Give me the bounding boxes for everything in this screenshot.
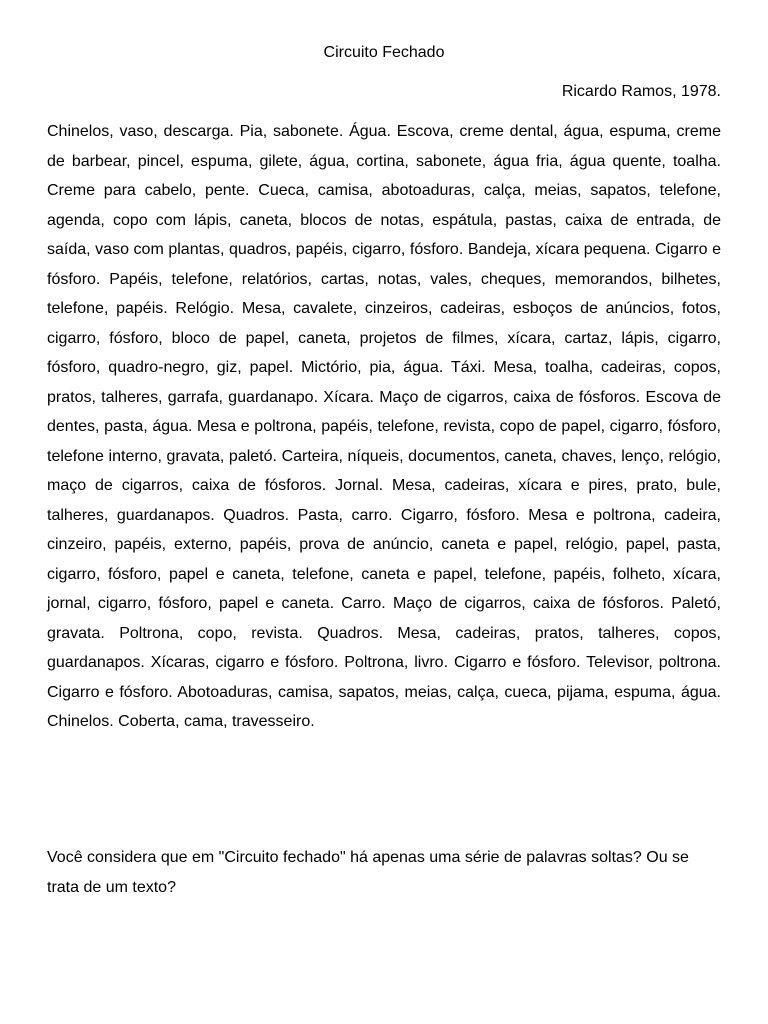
- body-paragraph: Chinelos, vaso, descarga. Pia, sabonete. Água. Escova, creme dental, água, espuma, creme de barbear, pincel, espuma, gilete, água, cortina, sabonete, água fria, água quente, toalha. Creme para cabelo, pente. Cueca, camisa, abotoaduras, calça, meias, sapatos, telefone, agenda, copo com lápis, caneta, blocos de notas, espátula, pastas, caixa de entrada, de saída, vaso com plantas, quadros, papéis, cigarro, fósforo. Bandeja, xícara pequena. Cigarro e fósforo. Papéis, telefone, relatórios, cartas, notas, vales, cheques, memorandos, bilhetes, telefone, papéis. Relógio. Mesa, cavalete, cinzeiros, cadeiras, esboços de anúncios, fotos, cigarro, fósforo, bloco de papel, caneta, projetos de filmes, xícara, cartaz, lápis, cigarro, fósforo, quadro-negro, giz, papel. Mictório, pia, água. Táxi. Mesa, toalha, cadeiras, copos, pratos, talheres, garrafa, guardanapo. Xícara. Maço de cigarros, caixa de fósforos. Escova de dentes, pasta, água. Mesa e poltrona, papéis, telefone, revista, copo de papel, cigarro, fósforo, telefone interno, gravata, paletó. Carteira, níqueis, documentos, caneta, chaves, lenço, relógio, maço de cigarros, caixa de fósforos. Jornal. Mesa, cadeiras, xícara e pires, prato, bule, talheres, guardanapos. Quadros. Pasta, carro. Cigarro, fósforo. Mesa e poltrona, cadeira, cinzeiro, papéis, externo, papéis, prova de anúncio, caneta e papel, relógio, papel, pasta, cigarro, fósforo, papel e caneta, telefone, caneta e papel, telefone, papéis, folheto, xícara, jornal, cigarro, fósforo, papel e caneta. Carro. Maço de cigarros, caixa de fósforos. Paletó, gravata. Poltrona, copo, revista. Quadros. Mesa, cadeiras, pratos, talheres, copos, guardanapos. Xícaras, cigarro e fósforo. Poltrona, livro. Cigarro e fósforo. Televisor, poltrona. Cigarro e fósforo. Abotoaduras, camisa, sapatos, meias, calça, cueca, pijama, espuma, água. Chinelos. Coberta, cama, travesseiro.: [47, 123, 721, 730]
- author-line: Ricardo Ramos, 1978.: [561, 83, 721, 100]
- question-paragraph: Você considera que em "Circuito fechado" há apenas uma série de palavras soltas? Ou se trata de um texto?: [47, 849, 689, 896]
- document-title: Circuito Fechado: [323, 44, 445, 61]
